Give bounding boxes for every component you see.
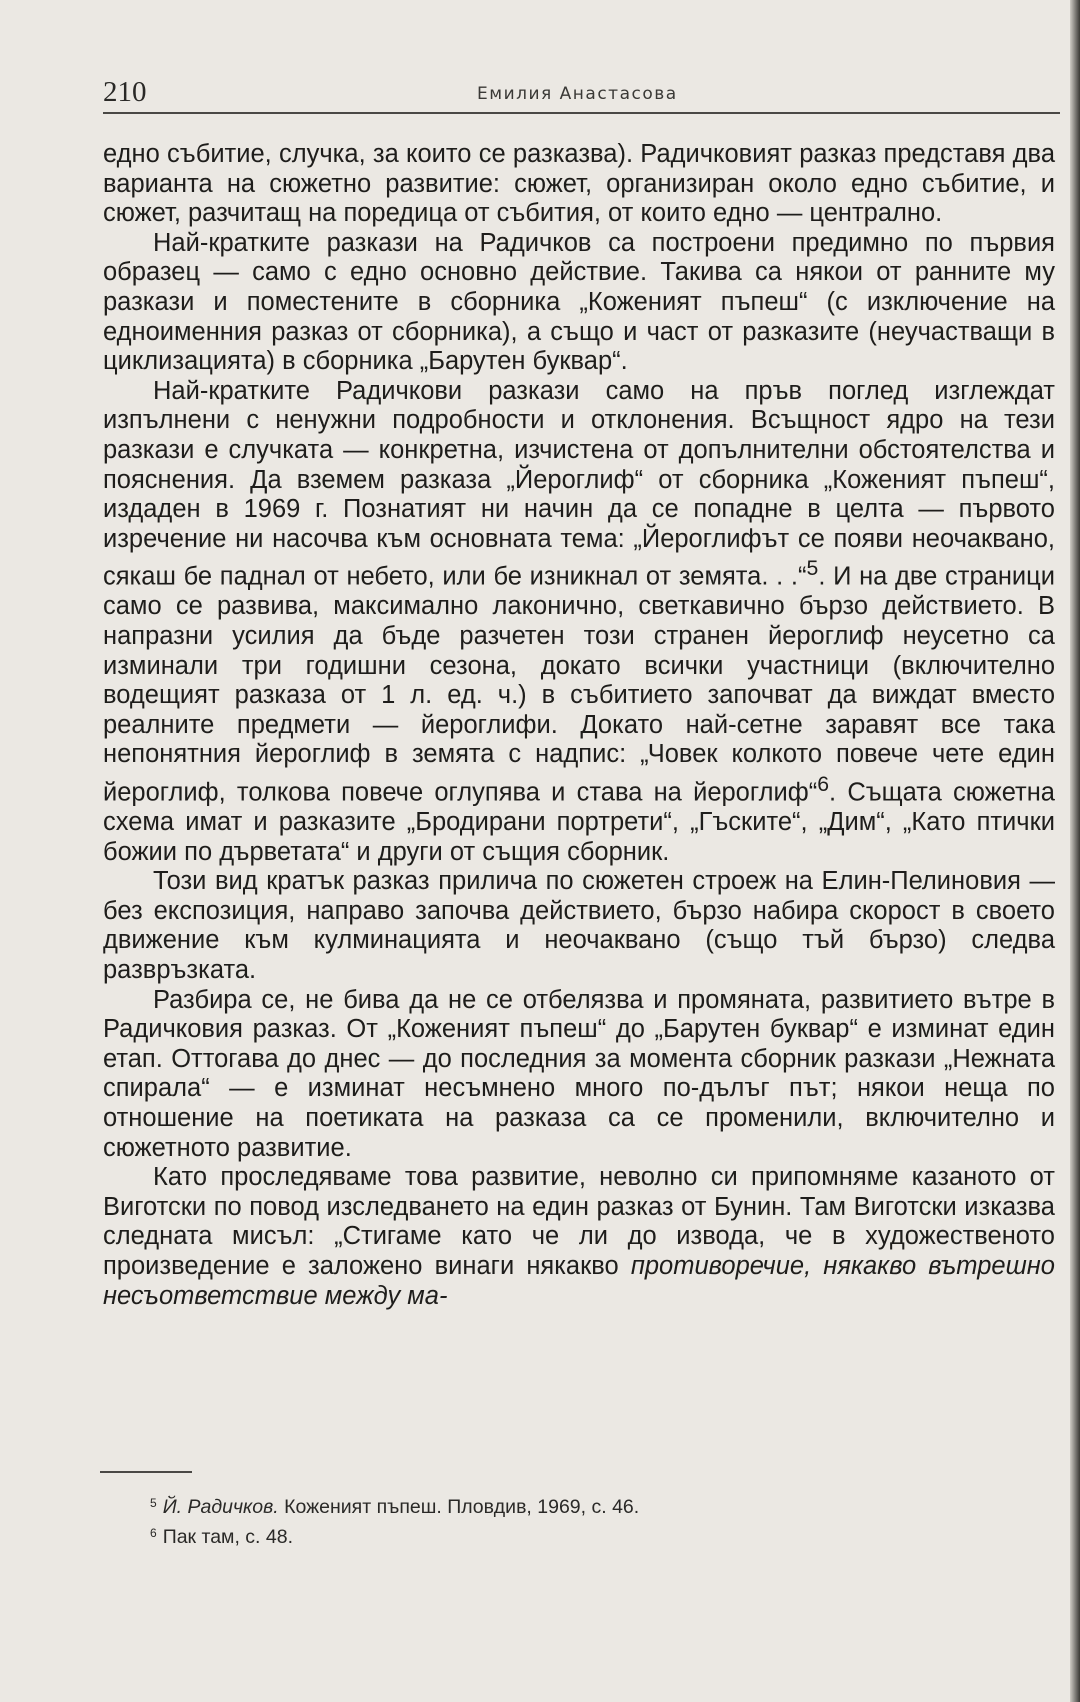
paragraph-2: Най-кратките разкази на Радичков са построени предимно по първия образец — само с едно основно действие. Такива са някои от ранните му разкази и поместените в сборника „Коженият пъпеш“ (с изключение на едноименния разказ от сборника), а също и част от разказите (неучастващи в циклизацията) в сборника „Барутен буквар“. [103,228,1055,376]
paragraph-4: Този вид кратък разказ прилича по сюжетен строеж на Елин-Пелиновия — без експозиция, направо започва действието, бързо набира скорост в своето движение към кулминацията и неочаквано (също тъй бързо) следва развръзката. [103,867,1055,985]
page-edge-shadow [1070,0,1080,1702]
footnote-marker: 5 [150,1496,157,1510]
paragraph-3-text-b: . И на две страници само се развива, максимално лаконично, светкавично бързо действието. В напразни усилия да бъде разчетен този странен йероглиф неусетно са изминали три годишни сезона, докато всички участници (включително водещият разказа от 1 л. ед. ч.) в събитието започват да виждат вместо реалните предмети — йероглифи. Докато най-сетне заравят все така непонятния йероглиф в земята с надпис: „Човек колкото повече чете един йероглиф, толкова повече оглупява и става на йероглиф“ [103,562,1055,807]
footnote-5 [150,1490,1030,1520]
header-rule [103,112,1060,114]
footnote-rule [100,1471,192,1473]
footnote-marker: 6 [150,1526,157,1540]
footnote-text: Коженият пъпеш. Пловдив, 1969, с. 46. [284,1496,640,1518]
paragraph-5: Разбира се, не бива да не се отбелязва и промяната, развитието вътре в Радичковия разказ. От „Коженият пъпеш“ до „Барутен буквар“ е изминат един етап. Оттогава до днес — до последния за момента сборник разкази „Нежната спирала“ — е изминат несъмнено много по-дълъг път; някои неща по отношение на поетиката на разказа са се променили, включително и сюжетното развитие. [103,985,1055,1162]
page-header [103,76,1060,116]
footnote-author: Й. Радичков. [162,1496,279,1518]
paragraph-3-text-a: Най-кратките Радичкови разкази само на пръв поглед изглеждат изпълнени с ненужни подробности и отклонения. Всъщност ядро на тези разкази е случката — конкретна, изчистена от допълнителни обстоятелства и пояснения. Да вземем разказа „Йероглиф“ от сборника „Коженият пъпеш“, издаден в 1969 г. Познатият ни начин да се попадне в целта — първото изречение ни насочва към основната тема: „Йероглифът се появи неочаквано, сякаш бе паднал от небето, или бе изникнал от земята. . .“ [103,376,1055,591]
paragraph-3 [103,377,1055,868]
footnote-text: Пак там, с. 48. [162,1526,293,1548]
running-title: Емилия Анастасова [477,84,678,104]
paragraph-6-emphasis: противоречие, някакво вътрешно несъответствие между ма- [103,1251,1055,1310]
paragraph-1: едно събитие, случка, за които се разказва). Радичковият разказ представя два варианта на сюжетно развитие: сюжет, организиран около едно събитие, и сюжет, разчитащ на поредица от събития, от които едно — централно. [103,140,1055,228]
footnote-ref-6: 6 [817,771,830,796]
footnotes [150,1490,1030,1550]
body-text [103,140,1055,1311]
footnote-ref-5: 5 [806,556,819,581]
paragraph-6 [103,1163,1055,1311]
paragraph-6-text: Като проследяваме това развитие, неволно си припомняме казаното от Виготски по повод изследването на един разказ от Бунин. Там Виготски изказва следната мисъл: „Стигаме като че ли до извода, че в художественото произведение е заложено винаги някакво [103,1163,1055,1280]
page-number: 210 [103,76,147,108]
footnote-6 [150,1520,1030,1550]
paragraph-3-text-c: . Същата сюжетна схема имат и разказите „Бродирани портрети“, „Гъските“, „Дим“, „Като птички божии по дърветата“ и други от същия сборник. [103,778,1055,866]
